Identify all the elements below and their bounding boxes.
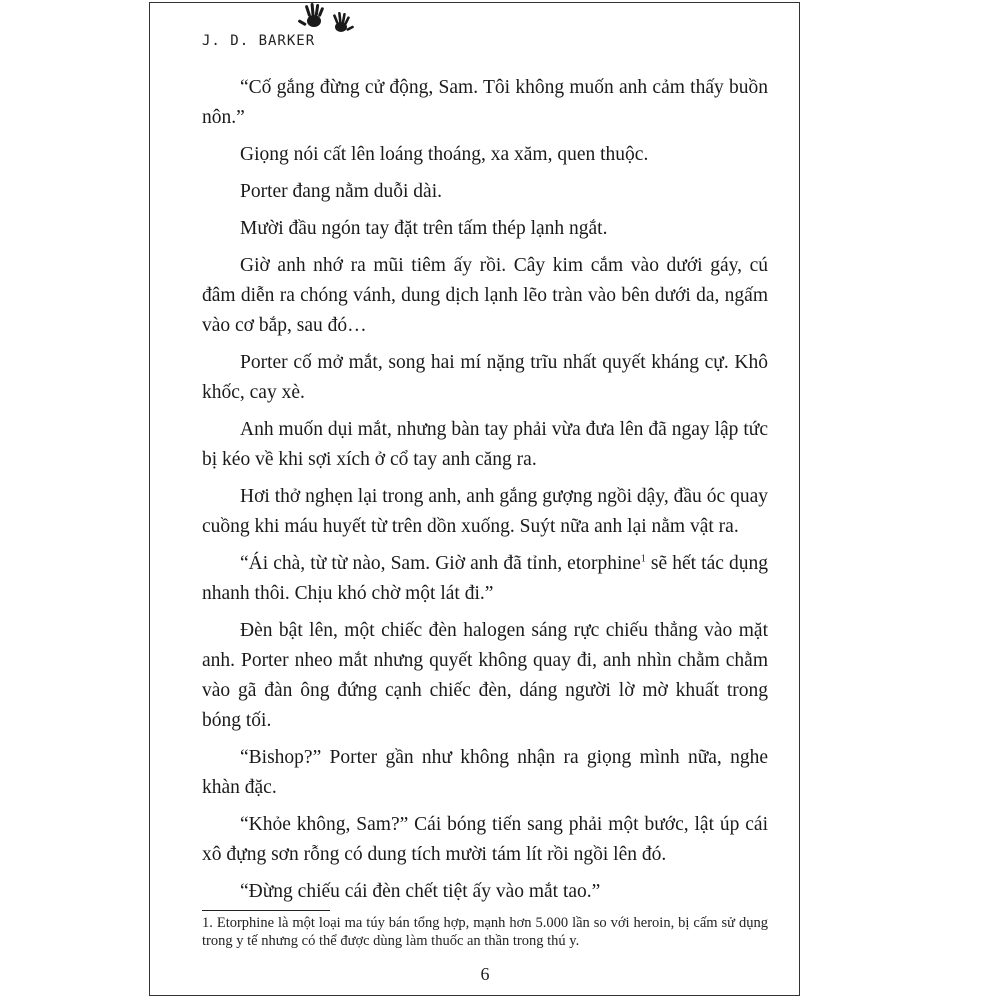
paragraph: Giọng nói cất lên loáng thoáng, xa xăm, quen thuộc. (240, 144, 649, 165)
handprints-icon (296, 2, 358, 38)
paragraph-text: “Ái chà, từ từ nào, Sam. Giờ anh đã tỉnh, etorphine (240, 553, 641, 574)
footnote: 1. Etorphine là một loại ma túy bán tổng hợp, mạnh hơn 5.000 lần so với heroin, bị cấm sử dụng trong y tế nhưng có thể được dùng làm thuốc an thần trong thú y. (202, 915, 768, 949)
paragraph: “Cố gắng đừng cử động, Sam. Tôi không muốn anh cảm thấy buồn nôn.” (202, 77, 768, 128)
paragraph-with-footnote (202, 549, 768, 609)
paragraph-text-continued: sẽ hết tác dụng nhanh thôi. Chịu khó chờ một lát đi.” (202, 553, 769, 604)
paragraph: Giờ anh nhớ ra mũi tiêm ấy rồi. Cây kim cắm vào dưới gáy, cú đâm diễn ra chóng vánh, dung dịch lạnh lẽo tràn vào bên dưới da, ngấm vào cơ bắp, sau đó… (202, 255, 768, 336)
running-header-author: J. D. BARKER (202, 33, 316, 49)
footnote-marker: 1 (640, 553, 646, 565)
paragraph: “Bishop?” Porter gần như không nhận ra giọng mình nữa, nghe khàn đặc. (202, 747, 768, 798)
paragraph: Porter cố mở mắt, song hai mí nặng trĩu nhất quyết kháng cự. Khô khốc, cay xè. (202, 352, 768, 403)
paragraph: “Đừng chiếu cái đèn chết tiệt ấy vào mắt tao.” (240, 881, 601, 902)
body-text (202, 73, 768, 914)
paragraph: Anh muốn dụi mắt, nhưng bàn tay phải vừa đưa lên đã ngay lập tức bị kéo về khi sợi xích ở cổ tay anh căng ra. (202, 419, 768, 470)
paragraph: Hơi thở nghẹn lại trong anh, anh gắng gượng ngồi dậy, đầu óc quay cuồng khi máu huyết từ trên dồn xuống. Suýt nữa anh lại nằm vật ra. (202, 486, 768, 537)
page-number: 6 (480, 964, 490, 984)
paragraph: “Khỏe không, Sam?” Cái bóng tiến sang phải một bước, lật úp cái xô đựng sơn rỗng có dung tích mười tám lít rồi ngồi lên đó. (202, 814, 768, 865)
footnote-divider (202, 910, 330, 911)
paragraph: Mười đầu ngón tay đặt trên tấm thép lạnh ngắt. (240, 218, 608, 239)
paragraph: Đèn bật lên, một chiếc đèn halogen sáng rực chiếu thẳng vào mặt anh. Porter nheo mắt nhưng quyết không quay đi, anh nhìn chằm chằm vào gã đàn ông đứng cạnh chiếc đèn, dáng người lờ mờ khuất trong bóng tối. (202, 620, 768, 731)
paragraph: Porter đang nằm duỗi dài. (240, 181, 442, 202)
